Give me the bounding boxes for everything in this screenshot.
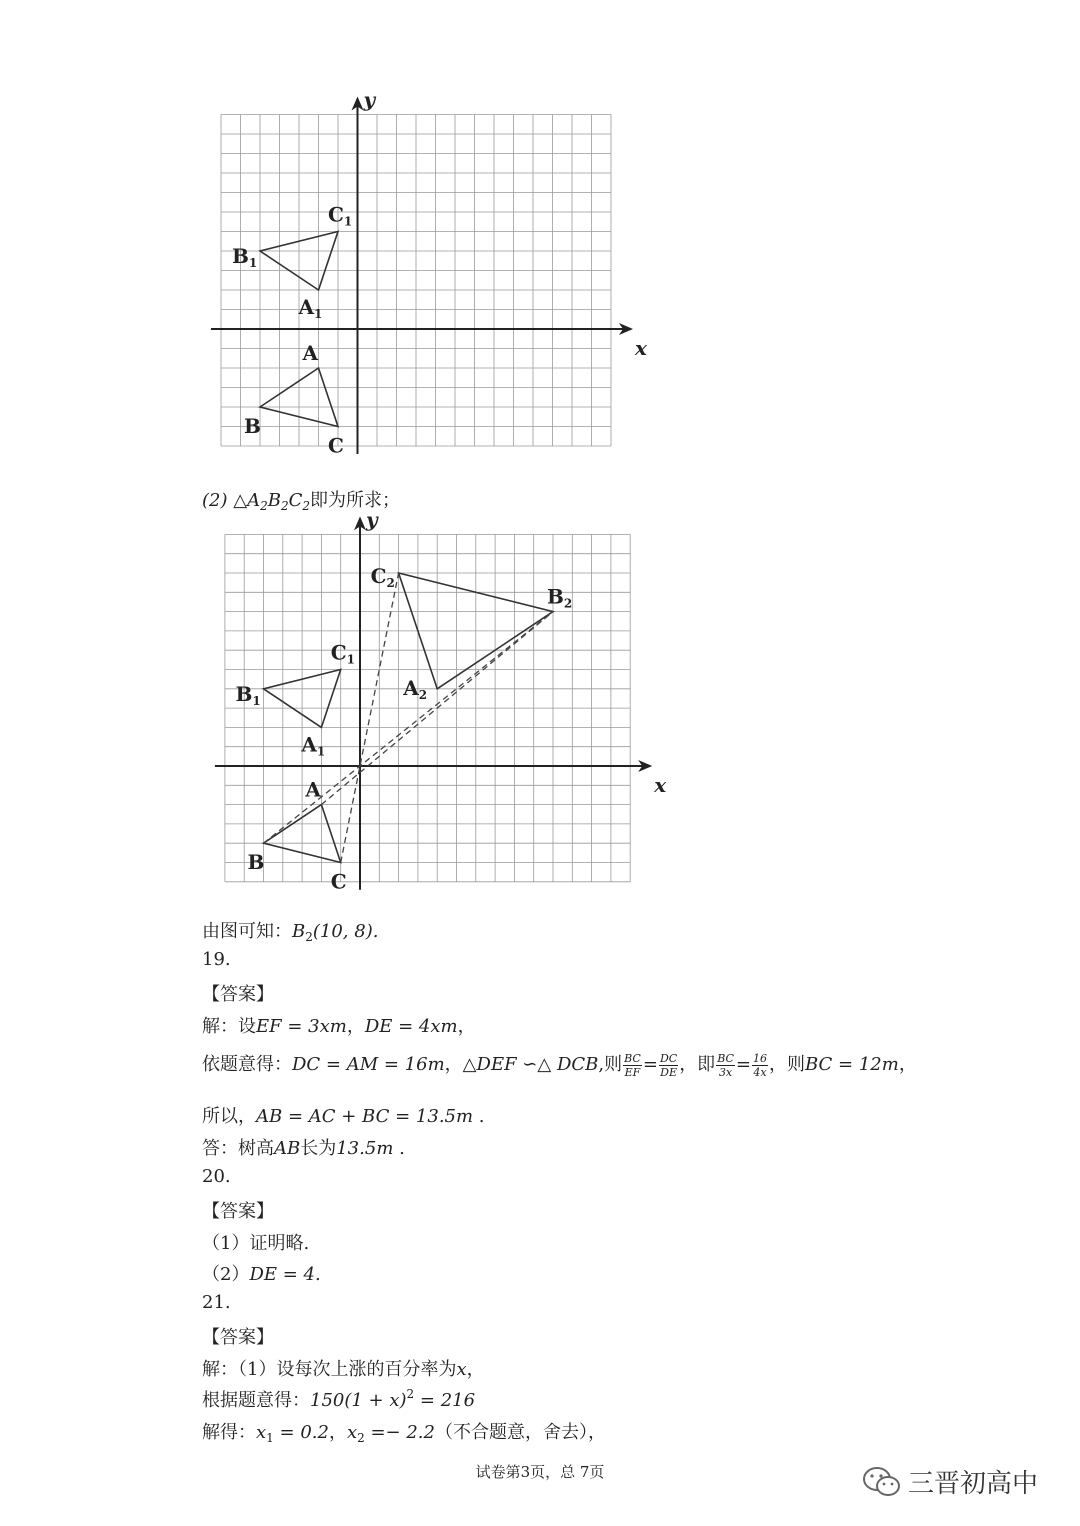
point-label-c: C [330, 869, 347, 894]
x-axis-label: x [654, 773, 667, 797]
q21-line-1: 解：（1）设每次上涨的百分率为x， [202, 1359, 485, 1380]
q21-answer-label: 【答案】 [202, 1327, 274, 1348]
fraction-bc-3x: $\frac{BC}{3x}$ [717, 1051, 734, 1079]
q20-number: 20. [202, 1166, 231, 1187]
page-footer: 试卷第3页，总 7页 [475, 1463, 605, 1481]
point-label-c2: $C_2$ [370, 564, 395, 590]
fraction-dc-de: $\frac{DC}{DE}$ [659, 1051, 678, 1079]
point-label-b: B [244, 414, 261, 438]
graph-1 [200, 88, 650, 468]
q19-line-1: 解：设EF = 3xm，DE = 4xm， [202, 1016, 476, 1037]
q20-line-2: （2）DE = 4. [202, 1264, 321, 1285]
point-label-a1: $A_1$ [298, 295, 323, 321]
graph-1-figures [211, 88, 648, 458]
q20-line-1: （1）证明略. [202, 1233, 310, 1254]
point-label-b1: $B_1$ [232, 244, 258, 270]
y-axis-label: y [363, 88, 376, 112]
q20-answer-label: 【答案】 [202, 1201, 274, 1222]
q21-line-2: 根据题意得：$150(1 + x)^2 = 216$ [202, 1387, 476, 1411]
q21-number: 21. [202, 1292, 231, 1313]
wechat-icon [862, 1465, 902, 1499]
fraction-16-4x: $\frac{16}{4x}$ [753, 1051, 767, 1079]
point-label-a2: $A_2$ [403, 675, 428, 702]
point-label-a: A [302, 341, 319, 365]
q19-number: 19. [202, 949, 231, 970]
point-label-a1: $A_1$ [301, 732, 326, 759]
y-axis-label: y [366, 515, 378, 532]
point-label-a: A [305, 777, 321, 802]
part-2-statement: (2) $\triangle A_2B_2C_2$即为所求； [202, 490, 400, 513]
q19-line-2: 依题意得：DC = AM = 16m，△DEF ∽△ DCB,则 $\frac{BC}{EF}$ = $\frac{DC}{DE}$ ，即 $\frac{BC}{3x}$ = $\frac{16}{4x}$ ，则BC = 12m， [202, 1051, 917, 1079]
point-label-c: C [328, 433, 344, 458]
graph-2 [200, 515, 670, 905]
fraction-bc-ef: $\frac{BC}{EF}$ [624, 1051, 641, 1079]
point-label-b1: $B_1$ [235, 681, 261, 708]
point-label-c1: $C_1$ [328, 202, 353, 229]
watermark-text: 三晋初高中 [908, 1469, 1039, 1499]
point-label-c1: $C_1$ [330, 640, 355, 667]
q19-line-3: 所以，AB = AC + BC = 13.5m . [202, 1106, 485, 1127]
point-label-b2: $B_2$ [547, 584, 573, 611]
q21-line-3: 解得：$x_1 = 0.2$，$x_2 =- 2.2$（不合题意，舍去）， [202, 1422, 606, 1445]
watermark [862, 1463, 1038, 1500]
graph-2-grid [225, 534, 630, 881]
dashed-line-c-c2 [341, 573, 399, 863]
conclusion-line: 由图可知：$B_2(10$, 8). [202, 921, 379, 944]
graph-1-grid [221, 115, 611, 447]
point-label-b: B [247, 850, 265, 875]
q19-answer-label: 【答案】 [202, 984, 274, 1005]
x-axis-label: x [635, 336, 647, 360]
q19-line-4: 答：树高AB长为13.5m . [202, 1138, 405, 1159]
